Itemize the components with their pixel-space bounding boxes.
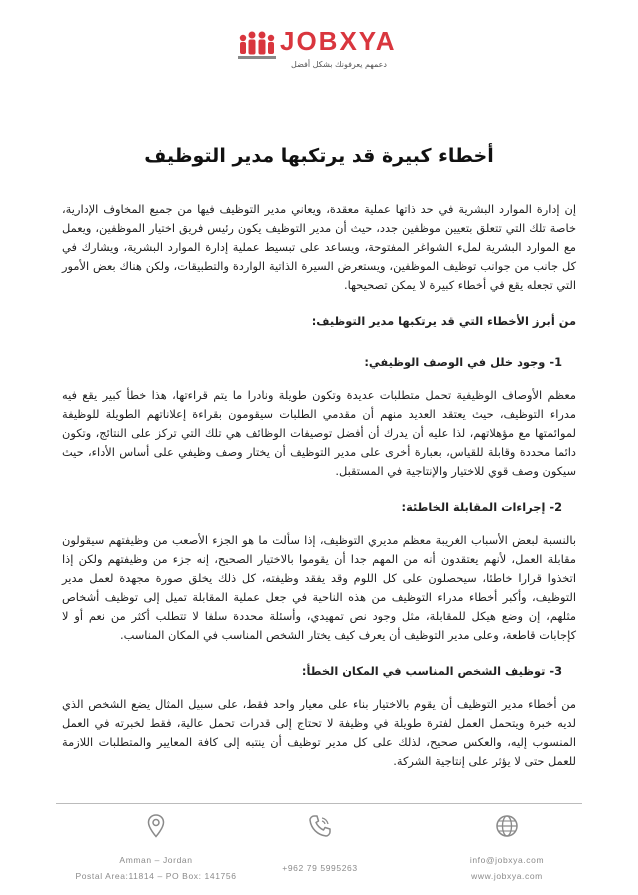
- section-body-1: معظم الأوصاف الوظيفية تحمل متطلبات عديدة وتكون طويلة ونادرا ما يتم قراءتها، هذا خطأ كبير يقع فيه مدراء التوظيف، حيث يعتقد العديد منهم أن مقدمي الطلبات سيقومون بقراءة إعلاناتهم الطويلة للوظيفة لموائمتها مع مؤهلاتهم، لذا عليه أن يدرك أن أفضل توصيفات الوظائف هي تلك التي تركز على النتائج، وتكون دائما محددة وقابلة للقياس، بعبارة أخرى على مدير التوظيف أن يختار وصف وظيفي على أساس الأداء، حيث سيكون وصف قوي للاختيار والإنتاجية في المستقبل.: [62, 388, 576, 478]
- section-heading-1: 1- وجود خلل في الوصف الوظيفي:: [364, 355, 562, 369]
- footer-contact: [240, 814, 400, 876]
- brand-name: JOBXYA: [280, 26, 397, 56]
- footer-location: Amman – Jordan: [119, 855, 193, 865]
- people-logo-icon: [236, 26, 278, 68]
- footer-web: [432, 814, 582, 884]
- lead-line: من أبرز الأخطاء التي قد يرتكبها مدير التوظيف:: [311, 314, 576, 328]
- footer-address: [56, 814, 256, 884]
- footer-divider: [56, 803, 582, 804]
- intro-paragraph: إن إدارة الموارد البشرية في حد ذاتها عملية معقدة، ويعاني مدير التوظيف فيها من جميع المخاوف الإدارية، خاصة تلك التي تتعلق بتعيين موظفين جدد، حيث أن مدير التوظيف يكون رئيس فريق اختيار الموظفين، ويعمل مع الموارد البشرية لملء الشواغر المفتوحة، ويساعد على تبسيط عملية إدارة الموارد البشرية، ويشارك في كل جانب من جوانب توظيف الموظفين، ويستعرض السيرة الذاتية الواردة والتطبيقات، ولكن هناك بعض الأمور التي تجعله يقع في أخطاء كبيرة لا يمكن تصحيحها.: [62, 202, 576, 292]
- footer-phone[interactable]: +962 79 5995263: [282, 863, 358, 873]
- page-header: [0, 0, 638, 90]
- section-heading-3: 3- توظيف الشخص المناسب في المكان الخطأ:: [301, 664, 562, 678]
- phone-icon: [308, 814, 332, 838]
- section-body-3: من أخطاء مدير التوظيف أن يقوم بالاختيار بناء على معيار واحد فقط، على سبيل المثال يضع الشخص الذي لديه خبرة ويتحمل العمل لفترة طويلة في وظيفة لا تحتاج إلى قدرات تحمل عالية، فقط لخبرته في العمل المنسوب إليه، والعكس صحيح، لذلك على كل مدير توظيف أن ينتبه إلى كافة المعايير والمتطلبات اللازمة للعمل حتى لا يؤثر على إنتاجية الشركة.: [62, 697, 576, 768]
- section-heading-2: 2- إجراءات المقابلة الخاطئة:: [401, 500, 562, 514]
- footer-website[interactable]: www.jobxya.com: [471, 871, 543, 881]
- page-title: أخطاء كبيرة قد يرتكبها مدير التوظيف: [144, 145, 494, 167]
- brand-tagline: دعمهم يعرفونك بشكل أفضل: [291, 60, 387, 69]
- location-pin-icon: [147, 814, 165, 838]
- footer-postal: Postal Area:11814 – PO Box: 141756: [75, 871, 237, 881]
- brand-logo[interactable]: [236, 20, 406, 78]
- article-body: [62, 200, 576, 788]
- footer-email[interactable]: info@jobxya.com: [469, 855, 545, 865]
- section-body-2: بالنسبة لبعض الأسباب الغريبة معظم مديري التوظيف، إذا سألت ما هو الجزء الأصعب من وظيفتهم سيقولون مقابلة العمل، لأنهم يعتقدون أنه من المهم جدا أن يقوموا بالاختيار الصحيح، إنه جزء من وظيفتهم ولكن إذا اتخذوا قرارا خاطئا، سيحصلون على كل اللوم وقد يفقد وظيفته، كل ذلك يخلق صورة مجهدة لعمل مدير التوظيف، وأكبر أخطاء مدراء التوظيف من هذه الناحية في جعل عملية المقابلة تميل إلى توظيف أشخاص مثلهم، إن وضع هيكل للمقابلة، مثل وجود نص تمهيدي، وأسئلة محددة سلفا لا تتطلب أكثر من نعم أو لا كإجابات قاطعة، وعلى مدير التوظيف أن يعرف كيف يختار الشخص المناسب في المكان المناسب.: [62, 533, 576, 642]
- globe-icon: [495, 814, 519, 838]
